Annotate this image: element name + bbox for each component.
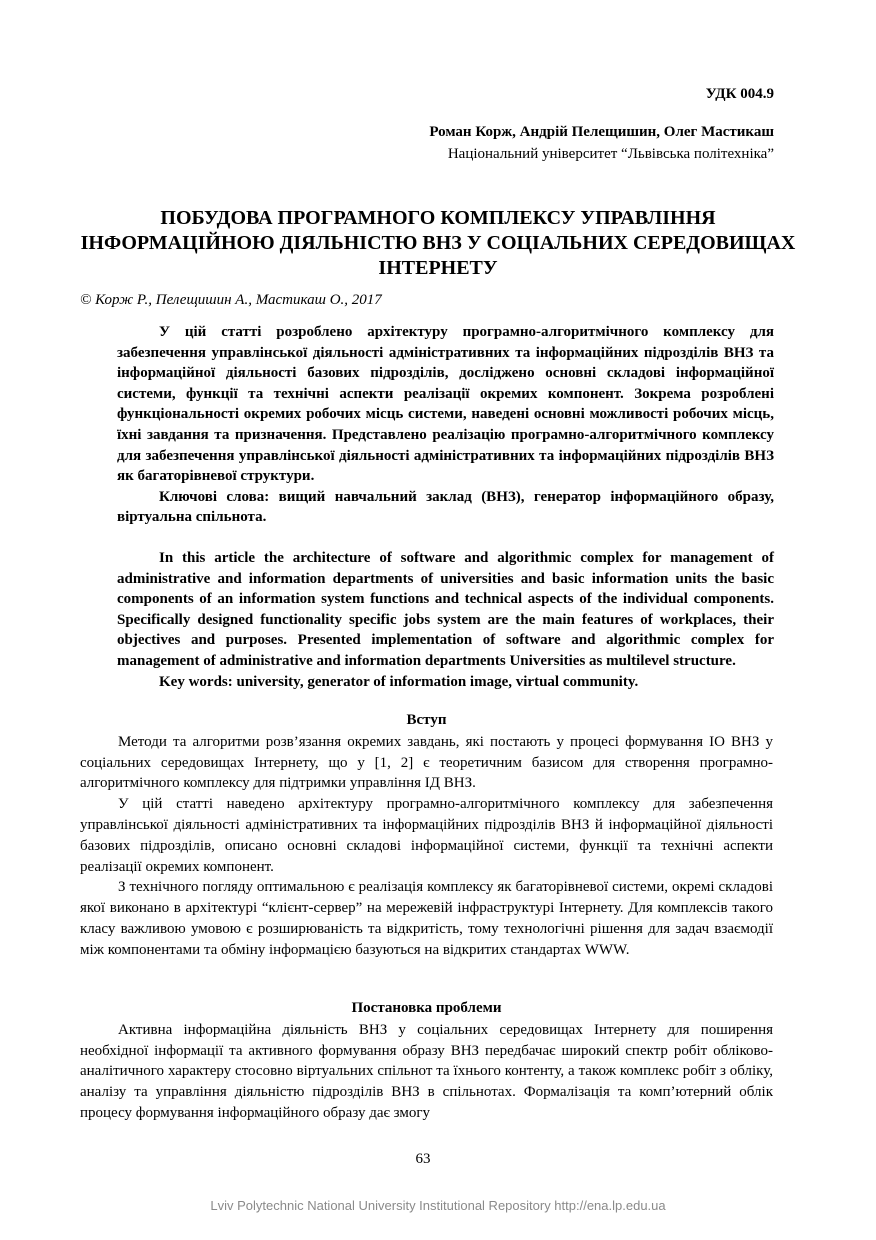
abstract-uk-keywords: Ключові слова: вищий навчальний заклад (ВНЗ), генератор інформаційного образу, віртуальна спільнота. [117,488,774,526]
abstract-ukrainian [117,322,774,528]
repository-footer: Lviv Polytechnic National University Institutional Repository http://ena.lp.edu.ua [210,1198,666,1213]
paragraph: Активна інформаційна діяльність ВНЗ у соціальних середовищах Інтернету для поширення необхідної інформації та активного формування образу ВНЗ передбачає широкий спектр робіт обліково-аналітичного характеру стосовно віртуальних спільнот та їхнього контенту, а також комплекс робіт з обліку, аналізу та управління діяльністю підрозділів ВНЗ в спільнотах. Формалізація та комп’ютерний облік процесу формування інформаційного образу дає змогу [80,1021,773,1121]
udk-code: УДК 004.9 [705,86,774,102]
paragraph: З технічного погляду оптимальною є реалізація комплексу як багаторівневої системи, окремі складові якої виконано в архітектурі “клієнт-сервер” на мережевій інфраструктурі Інтернету. Для комплексів такого класу важливою умовою є розширюваність та відкритість, тому технологічні рішення для задач взаємодії між компонентами та обміну інформацією базуються на відкритих стандартах WWW. [80,879,773,958]
abstract-en-keywords: Key words: university, generator of information image, virtual community. [159,673,639,690]
paragraph: У цій статті наведено архітектуру програмно-алгоритмічного комплексу для забезпечення управлінської діяльності адміністративних та інформаційних підрозділів ВНЗ й інформаційної діяльності базових підрозділів, описано основні складові інформаційної системи, функції та технічні аспекти реалізації окремих компонент. [80,796,773,875]
abstract-en-text: In this article the architecture of software and algorithmic complex for management of administrative and information departments of universities and basic information units the basic components of an information system functions and technical aspects of the individual components. Specifically designed functionality specific jobs system are the main features of workplaces, their objectives and purposes. Presented implementation of software and algorithmic complex for management of administrative and information departments Universities as multilevel structure. [117,550,774,669]
affiliation: Національний університет “Львівська політехніка” [447,146,774,162]
section-introduction [80,710,773,961]
section-heading: Вступ [406,712,447,728]
section-heading: Постановка проблеми [351,1000,502,1016]
abstract-uk-text: У цій статті розроблено архітектуру програмно-алгоритмічного комплексу для забезпечення управлінської діяльності адміністративних та інформаційних підрозділів ВНЗ та інформаційної діяльності базових підрозділів, досліджено основні складові інформаційної системи, функції та технічні аспекти реалізації окремих компонент. Зокрема розроблені функціональності окремих робочих місць системи, наведені основні можливості робочих місць, їхні завдання та призначення. Представлено реалізацію програмно-алгоритмічного комплексу для забезпечення управлінської діяльності адміністративних та інформаційних підрозділів ВНЗ як багаторівневої структури. [117,324,774,485]
abstract-english [117,548,774,692]
copyright: © Корж Р., Пелещишин А., Мастикаш О., 2017 [80,292,382,308]
page-number: 63 [415,1151,431,1167]
section-problem-statement [80,998,773,1124]
paragraph: Методи та алгоритми розв’язання окремих завдань, які постають у процесі формування ІО ВНЗ у соціальних середовищах Інтернету, що у [1, 2] є теоретичним базисом для створення програмно-алгоритмічного комплексу для підтримки управління ІД ВНЗ. [80,733,773,792]
paper-title: ПОБУДОВА ПРОГРАМНОГО КОМПЛЕКСУ УПРАВЛІННЯ ІНФОРМАЦІЙНОЮ ДІЯЛЬНІСТЮ ВНЗ У СОЦІАЛЬНИХ СЕРЕДОВИЩАХ ІНТЕРНЕТУ [80,207,796,279]
authors: Роман Корж, Андрій Пелещишин, Олег Мастикаш [429,124,774,140]
